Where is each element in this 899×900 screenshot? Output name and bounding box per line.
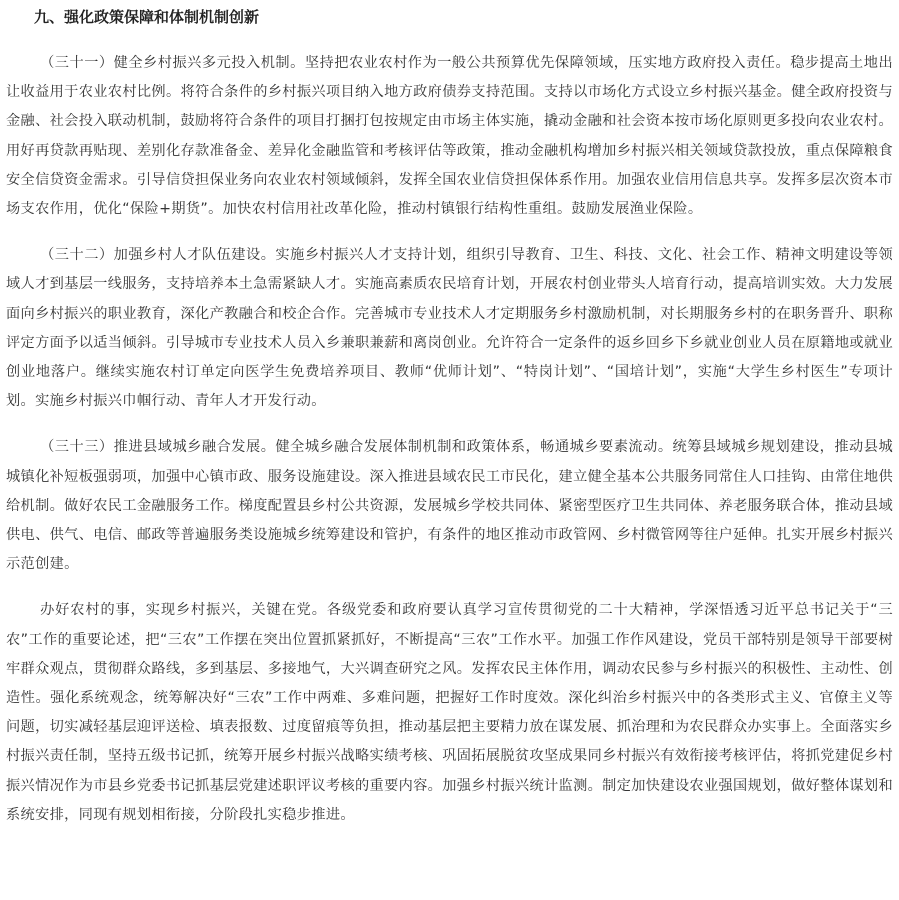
section-heading: 九、强化政策保障和体制机制创新 [34,8,260,26]
paragraph-33: （三十三）推进县域城乡融合发展。健全城乡融合发展体制机制和政策体系，畅通城乡要素流动。统筹县域城乡规划建设，推动县城城镇化补短板强弱项，加强中心镇市政、服务设施建设。深入推进县域农民工市民化，建立健全基本公共服务同常住人口挂钩、由常住地供给机制。做好农民工金融服务工作。梯度配置县乡村公共资源，发展城乡学校共同体、紧密型医疗卫生共同体、养老服务联合体，推动县域供电、供气、电信、邮政等普遍服务类设施城乡统筹建设和管护，有条件的地区推动市政管网、乡村微管网等往户延伸。扎实开展乡村振兴示范创建。 [6,439,893,573]
paragraph-31: （三十一）健全乡村振兴多元投入机制。坚持把农业农村作为一般公共预算优先保障领域，压实地方政府投入责任。稳步提高土地出让收益用于农业农村比例。将符合条件的乡村振兴项目纳入地方政府债券支持范围。支持以市场化方式设立乡村振兴基金。健全政府投资与金融、社会投入联动机制，鼓励将符合条件的项目打捆打包按规定由市场主体实施，撬动金融和社会资本按市场化原则更多投向农业农村。用好再贷款再贴现、差别化存款准备金、差异化金融监管和考核评估等政策，推动金融机构增加乡村振兴相关领域贷款投放，重点保障粮食安全信贷资金需求。引导信贷担保业务向农业农村领域倾斜，发挥全国农业信贷担保体系作用。加强农业信用信息共享。发挥多层次资本市场支农作用，优化“保险+期货”。加快农村信用社改革化险，推动村镇银行结构性重组。鼓励发展渔业保险。 [6,55,893,218]
paragraph-closing: 办好农村的事，实现乡村振兴，关键在党。各级党委和政府要认真学习宣传贯彻党的二十大精神，学深悟透习近平总书记关于“三农”工作的重要论述，把“三农”工作摆在突出位置抓紧抓好，不断提高“三农”工作水平。加强工作作风建设，党员干部特别是领导干部要树牢群众观点，贯彻群众路线，多到基层、多接地气，大兴调查研究之风。发挥农民主体作用，调动农民参与乡村振兴的积极性、主动性、创造性。强化系统观念，统筹解决好“三农”工作中两难、多难问题，把握好工作时度效。深化纠治乡村振兴中的各类形式主义、官僚主义等问题，切实减轻基层迎评送检、填表报数、过度留痕等负担，推动基层把主要精力放在谋发展、抓治理和为农民群众办实事上。全面落实乡村振兴责任制，坚持五级书记抓，统筹开展乡村振兴战略实绩考核、巩固拓展脱贫攻坚成果同乡村振兴有效衔接考核评估，将抓党建促乡村振兴情况作为市县乡党委书记抓基层党建述职评议考核的重要内容。加强乡村振兴统计监测。制定加快建设农业强国规划，做好整体谋划和系统安排，同现有规划相衔接，分阶段扎实稳步推进。 [6,602,893,823]
paragraph-32: （三十二）加强乡村人才队伍建设。实施乡村振兴人才支持计划，组织引导教育、卫生、科技、文化、社会工作、精神文明建设等领域人才到基层一线服务，支持培养本土急需紧缺人才。实施高素质农民培育计划，开展农村创业带头人培育行动，提高培训实效。大力发展面向乡村振兴的职业教育，深化产教融合和校企合作。完善城市专业技术人才定期服务乡村激励机制，对长期服务乡村的在职务晋升、职称评定方面予以适当倾斜。引导城市专业技术人员入乡兼职兼薪和离岗创业。允许符合一定条件的返乡回乡下乡就业创业人员在原籍地或就业创业地落户。继续实施农村订单定向医学生免费培养项目、教师“优师计划”、“特岗计划”、“国培计划”，实施“大学生乡村医生”专项计划。实施乡村振兴巾帼行动、青年人才开发行动。 [6,247,893,410]
